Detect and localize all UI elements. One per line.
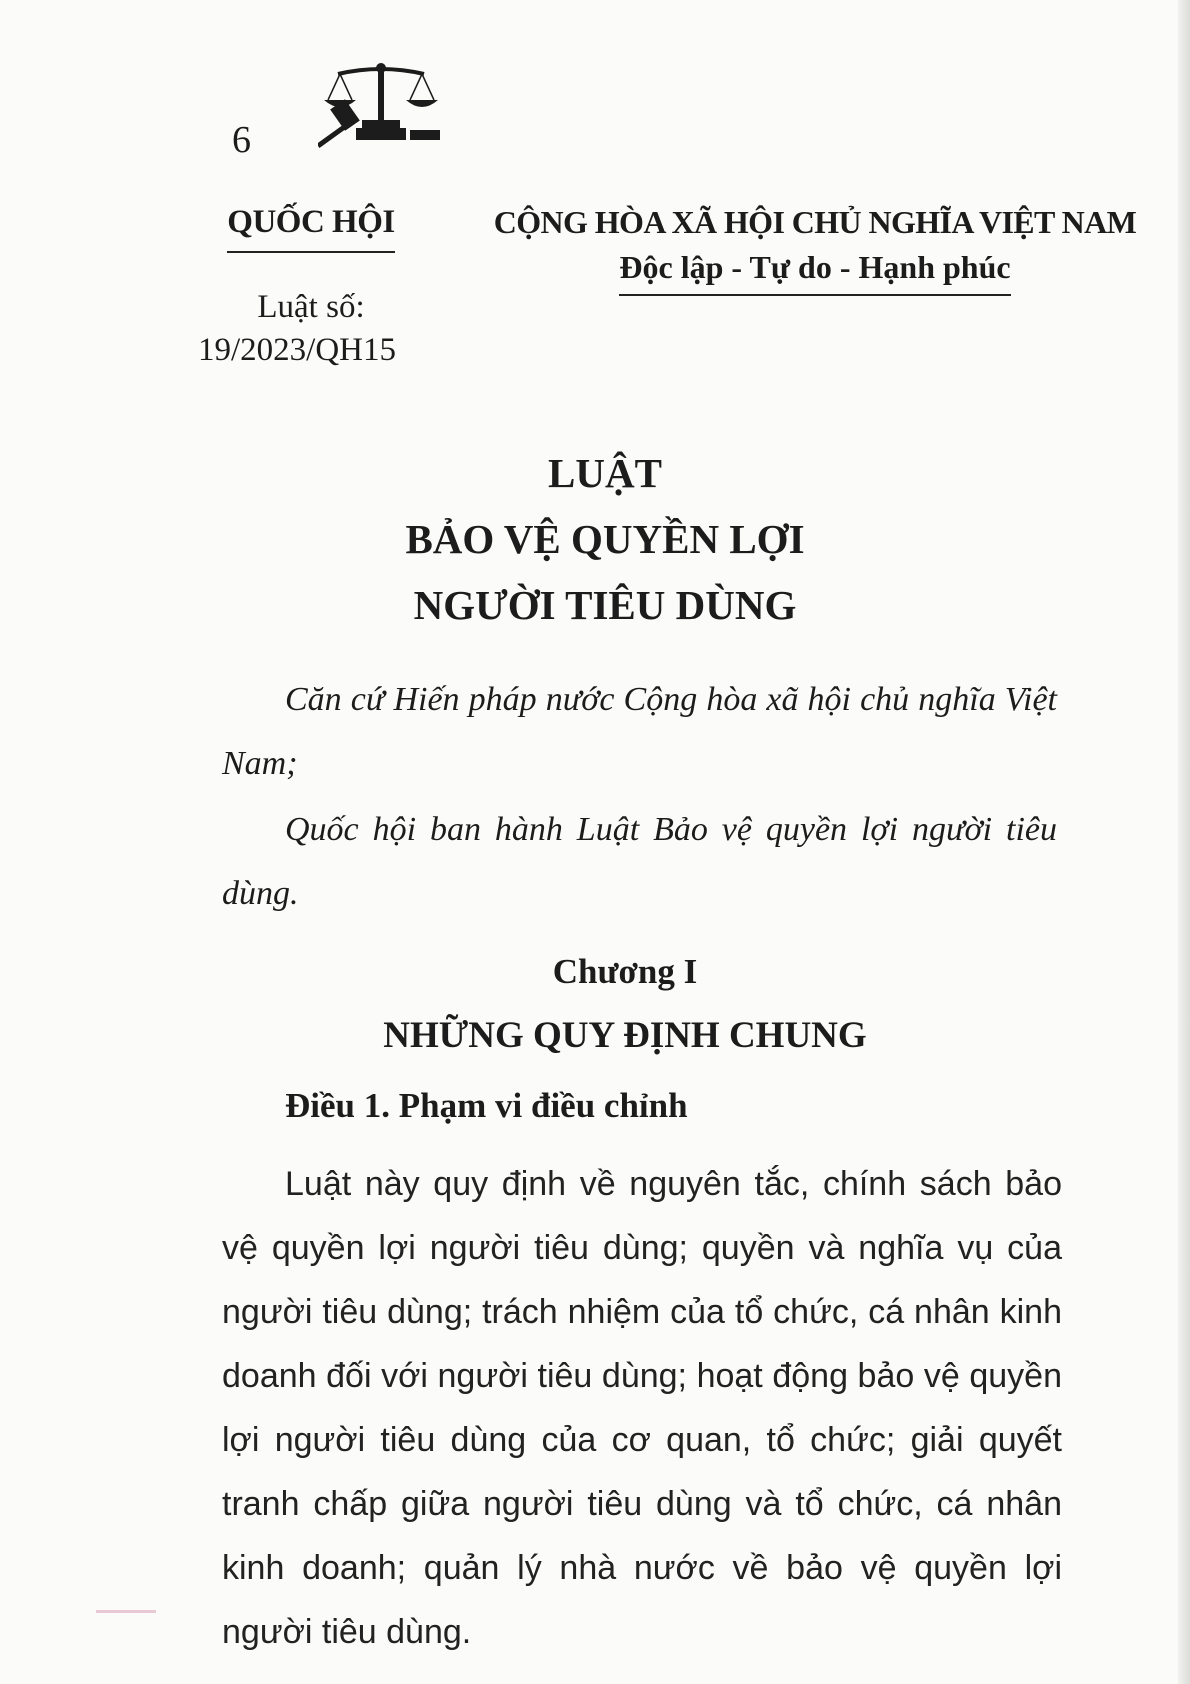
republic-name: CỘNG HÒA XÃ HỘI CHỦ NGHĨA VIỆT NAM <box>493 204 1137 240</box>
chapter-number: Chương I <box>552 952 698 991</box>
page-number: 6 <box>232 119 251 161</box>
chapter-heading <box>240 940 1010 1068</box>
issuer-block <box>198 204 396 369</box>
scales-of-justice-gavel-icon <box>318 62 448 148</box>
title-line-1: LUẬT <box>548 450 662 496</box>
article-paragraph: Luật này quy định về nguyên tắc, chính sách bảo vệ quyền lợi người tiêu dùng; quyền và nghĩa vụ của người tiêu dùng; trách nhiệm của tổ chức, cá nhân kinh doanh đối với người tiêu dùng; hoạt động bảo vệ quyền lợi người tiêu dùng của cơ quan, tổ chức; giải quyết tranh chấp giữa người tiêu dùng và tổ chức, cá nhân kinh doanh; quản lý nhà nước về bảo vệ quyền lợi người tiêu dùng. <box>222 1165 1062 1651</box>
preamble-basis: Căn cứ Hiến pháp nước Cộng hòa xã hội chủ nghĩa Việt Nam; <box>222 681 1057 782</box>
article-heading: Điều 1. Phạm vi điều chỉnh <box>285 1086 688 1125</box>
preamble-enactment: Quốc hội ban hành Luật Bảo vệ quyền lợi người tiêu dùng. <box>222 811 1057 912</box>
issuing-agency: QUỐC HỘI <box>227 204 394 253</box>
law-number: 19/2023/QH15 <box>198 332 396 368</box>
national-header <box>470 204 1160 296</box>
page-mark <box>96 1610 156 1613</box>
page-edge <box>1178 0 1190 1684</box>
title-line-3: NGƯỜI TIÊU DÙNG <box>413 582 797 628</box>
article-body <box>222 1152 1062 1664</box>
preamble <box>222 668 1057 928</box>
national-motto: Độc lập - Tự do - Hạnh phúc <box>619 249 1010 296</box>
title-line-2: BẢO VỆ QUYỀN LỢI <box>405 516 805 562</box>
law-number-label: Luật số: <box>257 289 365 325</box>
chapter-title: NHỮNG QUY ĐỊNH CHUNG <box>383 1015 867 1056</box>
law-title <box>220 440 990 638</box>
